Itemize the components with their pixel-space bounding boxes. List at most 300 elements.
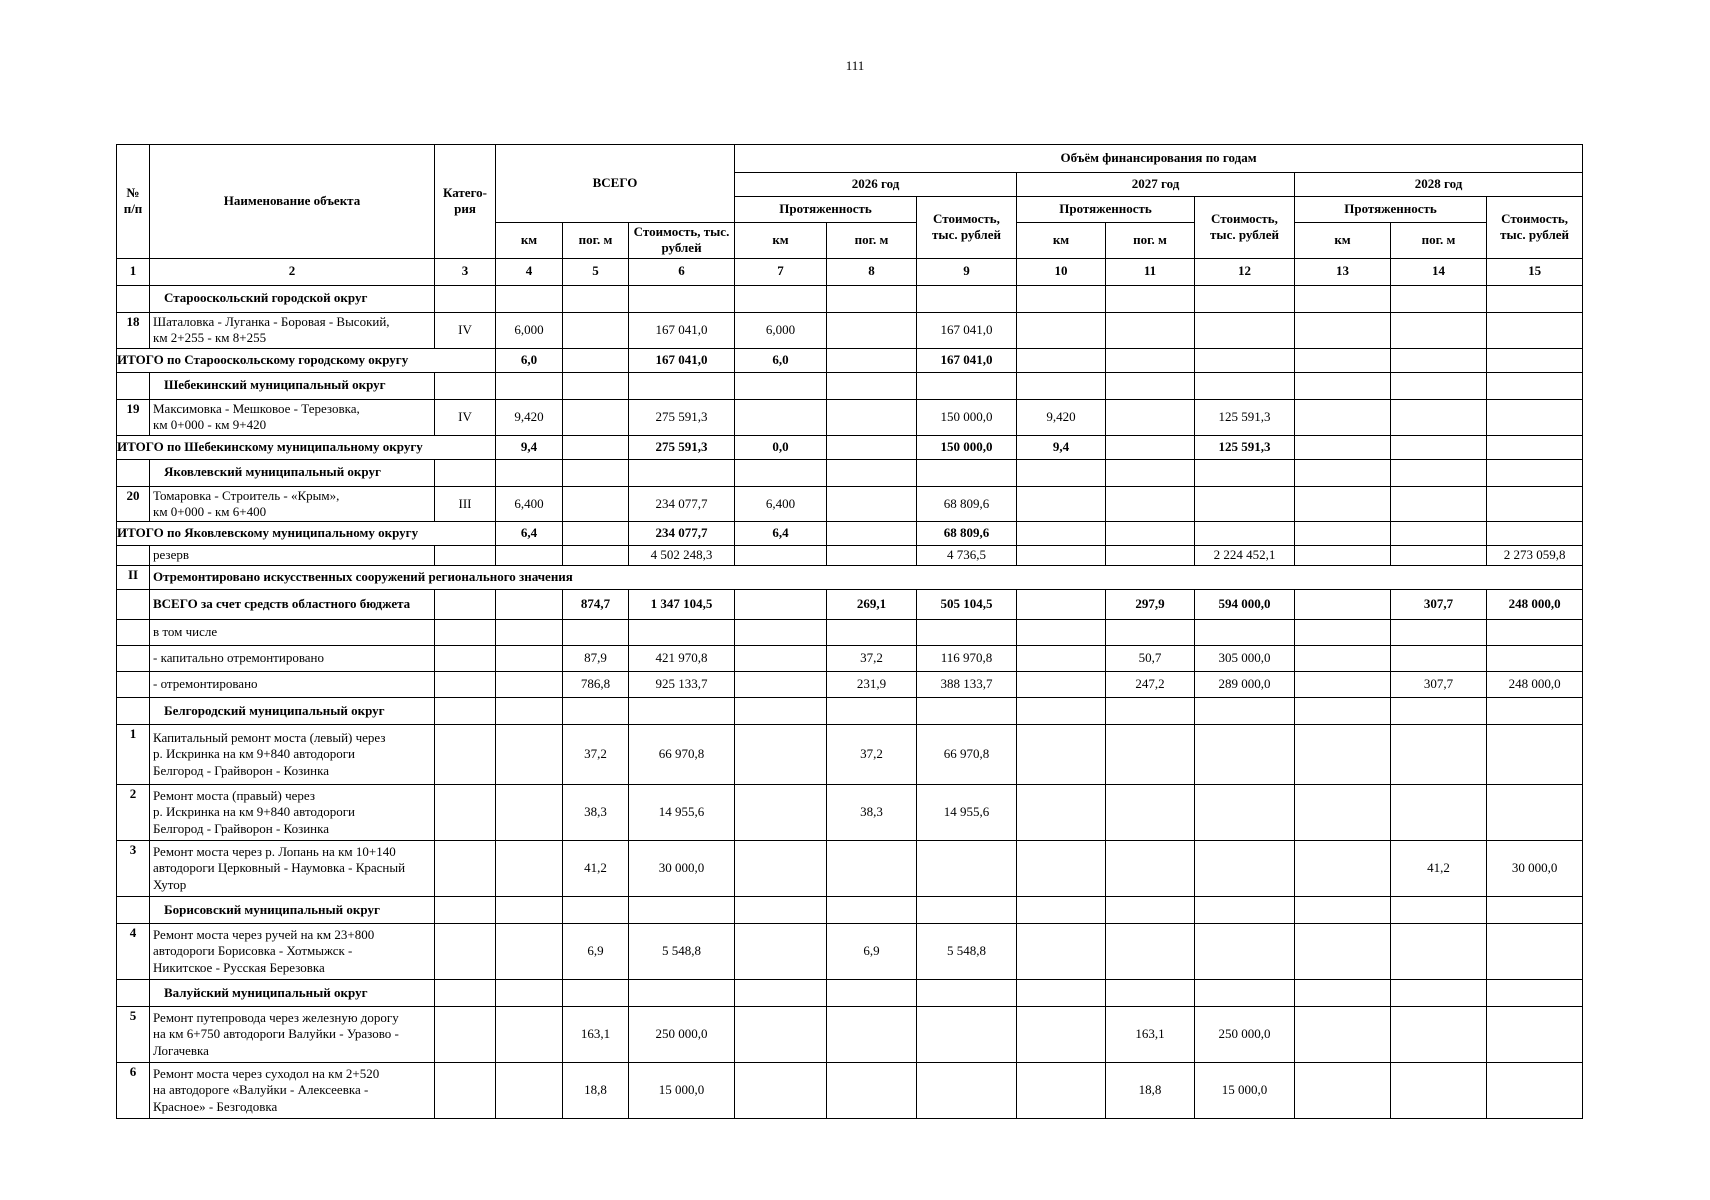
total-cell: 6,4 (735, 522, 827, 546)
value-cell (1106, 312, 1195, 348)
value-cell (1391, 646, 1487, 672)
col-number: 3 (435, 258, 496, 285)
value-cell (563, 399, 629, 435)
section-row (117, 897, 1583, 924)
total-cell (1106, 435, 1195, 459)
value-cell (563, 620, 629, 646)
empty-cell (1017, 372, 1106, 399)
empty-cell (827, 459, 917, 486)
value-cell (1391, 924, 1487, 980)
header-year-2027: 2027 год (1017, 173, 1295, 197)
value-cell (1391, 399, 1487, 435)
value-cell (1106, 546, 1195, 566)
total-cell: 167 041,0 (917, 348, 1017, 372)
section-row (117, 698, 1583, 725)
category-cell (435, 1063, 496, 1119)
total-cell (1487, 435, 1583, 459)
empty-cell (917, 285, 1017, 312)
empty-cell (435, 897, 496, 924)
value-cell (1487, 924, 1583, 980)
value-cell: 925 133,7 (629, 672, 735, 698)
value-cell (496, 785, 563, 841)
value-cell: 50,7 (1106, 646, 1195, 672)
value-cell: 15 000,0 (1195, 1063, 1295, 1119)
object-name (150, 399, 435, 435)
section-row (117, 372, 1583, 399)
total-row (117, 522, 1583, 546)
value-cell: 275 591,3 (629, 399, 735, 435)
value-cell: 68 809,6 (917, 486, 1017, 522)
header-total: ВСЕГО (496, 145, 735, 223)
category-cell (435, 672, 496, 698)
col-number: 9 (917, 258, 1017, 285)
value-cell: 15 000,0 (629, 1063, 735, 1119)
value-cell (827, 1063, 917, 1119)
object-name: - отремонтировано (150, 672, 435, 698)
category-cell (435, 620, 496, 646)
total-cell: 9,4 (496, 435, 563, 459)
total-cell: 6,0 (496, 348, 563, 372)
empty-cell (1391, 459, 1487, 486)
value-cell (1017, 672, 1106, 698)
category-cell (435, 841, 496, 897)
empty-cell (629, 459, 735, 486)
empty-cell (117, 590, 150, 620)
value-cell: 786,8 (563, 672, 629, 698)
category-cell (435, 546, 496, 566)
header-category: Катего-рия (435, 145, 496, 259)
empty-cell (1295, 698, 1391, 725)
empty-cell (117, 459, 150, 486)
value-cell (1017, 646, 1106, 672)
header-length-2027: Протяженность (1017, 197, 1195, 223)
value-cell (735, 785, 827, 841)
total-cell (1017, 522, 1106, 546)
value-cell (1195, 785, 1295, 841)
value-cell: 18,8 (563, 1063, 629, 1119)
empty-cell (917, 698, 1017, 725)
value-cell (1295, 486, 1391, 522)
table-row (117, 646, 1583, 672)
value-cell (1195, 841, 1295, 897)
table-row (117, 1007, 1583, 1063)
value-cell (827, 620, 917, 646)
empty-cell (1106, 372, 1195, 399)
category-cell (435, 785, 496, 841)
object-name (150, 312, 435, 348)
empty-cell (1195, 459, 1295, 486)
value-cell (496, 725, 563, 785)
chapter-number: II (117, 566, 150, 590)
empty-cell (117, 980, 150, 1007)
object-name-line: Шаталовка - Луганка - Боровая - Высокий, (153, 313, 390, 329)
table-row (117, 725, 1583, 785)
total-cell (827, 435, 917, 459)
col-number: 1 (117, 258, 150, 285)
value-cell (1391, 785, 1487, 841)
empty-cell (1487, 459, 1583, 486)
value-cell: 37,2 (827, 646, 917, 672)
header-km-2028: км (1295, 223, 1391, 259)
empty-cell (1487, 372, 1583, 399)
empty-cell (435, 372, 496, 399)
value-cell (1017, 1063, 1106, 1119)
total-cell (1106, 522, 1195, 546)
value-cell (1295, 924, 1391, 980)
header-length-2028: Протяженность (1295, 197, 1487, 223)
table-row (117, 546, 1583, 566)
object-name-line: Ремонт моста через суходол на км 2+520 (153, 1066, 380, 1082)
value-cell (1391, 620, 1487, 646)
empty-cell (1017, 980, 1106, 1007)
value-cell (1106, 486, 1195, 522)
header-funding: Объём финансирования по годам (735, 145, 1583, 173)
empty-cell (629, 285, 735, 312)
total-cell (563, 522, 629, 546)
value-cell (735, 546, 827, 566)
table-row (117, 785, 1583, 841)
total-cell: 167 041,0 (629, 348, 735, 372)
col-number: 10 (1017, 258, 1106, 285)
value-cell (827, 399, 917, 435)
value-cell: 234 077,7 (629, 486, 735, 522)
empty-cell (917, 372, 1017, 399)
value-cell (827, 486, 917, 522)
chapter-title: Отремонтировано искусственных сооружений регионального значения (150, 566, 1583, 590)
total-cell: 150 000,0 (917, 435, 1017, 459)
col-number: 5 (563, 258, 629, 285)
empty-cell (496, 459, 563, 486)
row-number: 19 (117, 399, 150, 435)
table-row (117, 620, 1583, 646)
value-cell: 5 548,8 (629, 924, 735, 980)
empty-cell (1487, 980, 1583, 1007)
empty-cell (435, 980, 496, 1007)
total-cell (1487, 522, 1583, 546)
table-row (117, 1063, 1583, 1119)
value-cell: 38,3 (827, 785, 917, 841)
value-cell (827, 841, 917, 897)
object-name (150, 924, 435, 980)
value-cell (1295, 590, 1391, 620)
header-num: № п/п (117, 145, 150, 259)
object-name-line: Максимовка - Мешковое - Терезовка, (153, 400, 360, 416)
value-cell (735, 924, 827, 980)
total-cell (1195, 522, 1295, 546)
row-number: 3 (117, 841, 150, 897)
value-cell (496, 620, 563, 646)
empty-cell (1295, 897, 1391, 924)
value-cell: 167 041,0 (629, 312, 735, 348)
empty-cell (563, 980, 629, 1007)
empty-cell (827, 698, 917, 725)
value-cell (827, 312, 917, 348)
value-cell (1017, 546, 1106, 566)
value-cell: 18,8 (1106, 1063, 1195, 1119)
empty-cell (735, 285, 827, 312)
value-cell (917, 1007, 1017, 1063)
empty-cell (827, 897, 917, 924)
header-pogm-2027: пог. м (1106, 223, 1195, 259)
row-number: 18 (117, 312, 150, 348)
empty-cell (563, 372, 629, 399)
value-cell (1017, 1007, 1106, 1063)
value-cell (917, 620, 1017, 646)
value-cell (735, 725, 827, 785)
value-cell (496, 841, 563, 897)
value-cell (735, 1063, 827, 1119)
value-cell: 269,1 (827, 590, 917, 620)
total-cell: 68 809,6 (917, 522, 1017, 546)
value-cell (1295, 546, 1391, 566)
table-row (117, 399, 1583, 435)
value-cell: 2 273 059,8 (1487, 546, 1583, 566)
value-cell: 150 000,0 (917, 399, 1017, 435)
header-km-2027: км (1017, 223, 1106, 259)
value-cell: 9,420 (1017, 399, 1106, 435)
total-label: ИТОГО по Старооскольскому городскому округу (117, 348, 496, 372)
value-cell (1017, 924, 1106, 980)
value-cell (1295, 672, 1391, 698)
value-cell (1391, 312, 1487, 348)
value-cell (917, 1063, 1017, 1119)
value-cell (1295, 841, 1391, 897)
header-km-total: км (496, 223, 563, 259)
value-cell: 6,400 (735, 486, 827, 522)
value-cell (735, 399, 827, 435)
total-cell (1295, 348, 1391, 372)
empty-cell (735, 698, 827, 725)
header-pogm-2026: пог. м (827, 223, 917, 259)
section-title: Яковлевский муниципальный округ (150, 459, 435, 486)
col-number: 8 (827, 258, 917, 285)
header-cost-2028: Стоимость, тыс. рублей (1487, 197, 1583, 259)
category-cell: IV (435, 312, 496, 348)
value-cell (496, 546, 563, 566)
empty-cell (1295, 980, 1391, 1007)
value-cell: 1 347 104,5 (629, 590, 735, 620)
empty-cell (827, 372, 917, 399)
section-title: Белгородский муниципальный округ (150, 698, 435, 725)
empty-cell (435, 459, 496, 486)
total-cell (563, 435, 629, 459)
value-cell (1487, 620, 1583, 646)
value-cell (496, 1007, 563, 1063)
value-cell: 41,2 (1391, 841, 1487, 897)
header-km-2026: км (735, 223, 827, 259)
section-row (117, 285, 1583, 312)
value-cell: 307,7 (1391, 590, 1487, 620)
object-name (150, 725, 435, 785)
row-number: 4 (117, 924, 150, 980)
total-cell (1195, 348, 1295, 372)
empty-cell (1106, 459, 1195, 486)
total-row (117, 348, 1583, 372)
category-cell: III (435, 486, 496, 522)
object-name-line: Хутор (153, 876, 187, 892)
page-number: 111 (845, 58, 865, 73)
total-cell (1295, 522, 1391, 546)
value-cell (1195, 924, 1295, 980)
value-cell (1195, 312, 1295, 348)
value-cell (1106, 399, 1195, 435)
value-cell: 6,9 (827, 924, 917, 980)
empty-cell (735, 980, 827, 1007)
empty-cell (435, 285, 496, 312)
table-row (117, 312, 1583, 348)
total-cell: 275 591,3 (629, 435, 735, 459)
value-cell (1487, 312, 1583, 348)
value-cell: 14 955,6 (629, 785, 735, 841)
object-name (150, 1007, 435, 1063)
empty-cell (1195, 980, 1295, 1007)
object-name-line: Белгород - Грайворон - Козинка (153, 820, 330, 836)
value-cell: 37,2 (827, 725, 917, 785)
col-number: 4 (496, 258, 563, 285)
empty-cell (917, 897, 1017, 924)
row-number: 2 (117, 785, 150, 841)
value-cell: 297,9 (1106, 590, 1195, 620)
value-cell: 250 000,0 (629, 1007, 735, 1063)
empty-cell (827, 285, 917, 312)
table-row (117, 841, 1583, 897)
value-cell (1017, 590, 1106, 620)
object-name-line: р. Искринка на км 9+840 автодороги (153, 804, 356, 820)
value-cell: 594 000,0 (1195, 590, 1295, 620)
value-cell (1106, 620, 1195, 646)
value-cell: 4 502 248,3 (629, 546, 735, 566)
empty-cell (629, 980, 735, 1007)
value-cell: 163,1 (1106, 1007, 1195, 1063)
value-cell (1391, 1007, 1487, 1063)
value-cell: 505 104,5 (917, 590, 1017, 620)
value-cell (1295, 646, 1391, 672)
header-length-2026: Протяженность (735, 197, 917, 223)
value-cell (1106, 785, 1195, 841)
category-cell (435, 725, 496, 785)
value-cell: 4 736,5 (917, 546, 1017, 566)
value-cell (735, 590, 827, 620)
value-cell: 248 000,0 (1487, 672, 1583, 698)
empty-cell (117, 546, 150, 566)
empty-cell (117, 698, 150, 725)
value-cell (917, 841, 1017, 897)
empty-cell (1195, 698, 1295, 725)
value-cell (735, 1007, 827, 1063)
table-row (117, 566, 1583, 590)
object-name-line: Ремонт моста через ручей на км 23+800 (153, 927, 375, 943)
empty-cell (496, 897, 563, 924)
empty-cell (629, 698, 735, 725)
value-cell (496, 646, 563, 672)
section-row (117, 980, 1583, 1007)
header-pogm-2028: пог. м (1391, 223, 1487, 259)
value-cell (563, 312, 629, 348)
row-number: 5 (117, 1007, 150, 1063)
empty-cell (496, 698, 563, 725)
value-cell: 250 000,0 (1195, 1007, 1295, 1063)
empty-cell (629, 897, 735, 924)
total-cell: 234 077,7 (629, 522, 735, 546)
section-row (117, 459, 1583, 486)
value-cell (629, 620, 735, 646)
value-cell: 6,400 (496, 486, 563, 522)
value-cell (1017, 785, 1106, 841)
value-cell (827, 1007, 917, 1063)
object-name-line: Белгород - Грайворон - Козинка (153, 762, 330, 778)
col-number: 13 (1295, 258, 1391, 285)
value-cell: 9,420 (496, 399, 563, 435)
row-number: 20 (117, 486, 150, 522)
object-name-line: км 0+000 - км 6+400 (153, 503, 267, 519)
value-cell (563, 546, 629, 566)
value-cell: 66 970,8 (629, 725, 735, 785)
object-name: в том числе (150, 620, 435, 646)
empty-cell (1295, 372, 1391, 399)
value-cell: 305 000,0 (1195, 646, 1295, 672)
object-name-line: Томаровка - Строитель - «Крым», (153, 487, 340, 503)
table-row (117, 924, 1583, 980)
total-cell (1106, 348, 1195, 372)
object-name-line: км 2+255 - км 8+255 (153, 330, 267, 345)
object-name (150, 1063, 435, 1119)
empty-cell (117, 372, 150, 399)
value-cell: 116 970,8 (917, 646, 1017, 672)
empty-cell (1106, 285, 1195, 312)
section-title: Валуйский муниципальный округ (150, 980, 435, 1007)
empty-cell (827, 980, 917, 1007)
value-cell (1391, 546, 1487, 566)
total-label: ИТОГО по Яковлевскому муниципальному округу (117, 522, 496, 546)
empty-cell (917, 459, 1017, 486)
value-cell (1295, 725, 1391, 785)
value-cell (1017, 486, 1106, 522)
object-name-line: автодороги Церковный - Наумовка - Красный (153, 860, 406, 876)
empty-cell (1391, 285, 1487, 312)
section-title: Шебекинский муниципальный округ (150, 372, 435, 399)
value-cell (1487, 486, 1583, 522)
total-cell (563, 348, 629, 372)
total-cell (1391, 522, 1487, 546)
col-number: 15 (1487, 258, 1583, 285)
object-name-line: Никитское - Русская Березовка (153, 959, 325, 975)
value-cell: 30 000,0 (629, 841, 735, 897)
value-cell (1106, 841, 1195, 897)
total-cell (1391, 435, 1487, 459)
total-cell (1391, 348, 1487, 372)
empty-cell (435, 698, 496, 725)
empty-cell (1017, 285, 1106, 312)
empty-cell (1195, 897, 1295, 924)
header-year-2026: 2026 год (735, 173, 1017, 197)
total-cell (827, 348, 917, 372)
total-row (117, 435, 1583, 459)
object-name-line: Ремонт моста через р. Лопань на км 10+140 (153, 844, 396, 860)
value-cell: 874,7 (563, 590, 629, 620)
value-cell: 167 041,0 (917, 312, 1017, 348)
value-cell (1106, 924, 1195, 980)
value-cell (1487, 646, 1583, 672)
empty-cell (1195, 285, 1295, 312)
col-number: 2 (150, 258, 435, 285)
value-cell (735, 841, 827, 897)
value-cell (1017, 841, 1106, 897)
total-cell (1295, 435, 1391, 459)
value-cell: 248 000,0 (1487, 590, 1583, 620)
value-cell: 125 591,3 (1195, 399, 1295, 435)
value-cell (735, 672, 827, 698)
value-cell: 388 133,7 (917, 672, 1017, 698)
